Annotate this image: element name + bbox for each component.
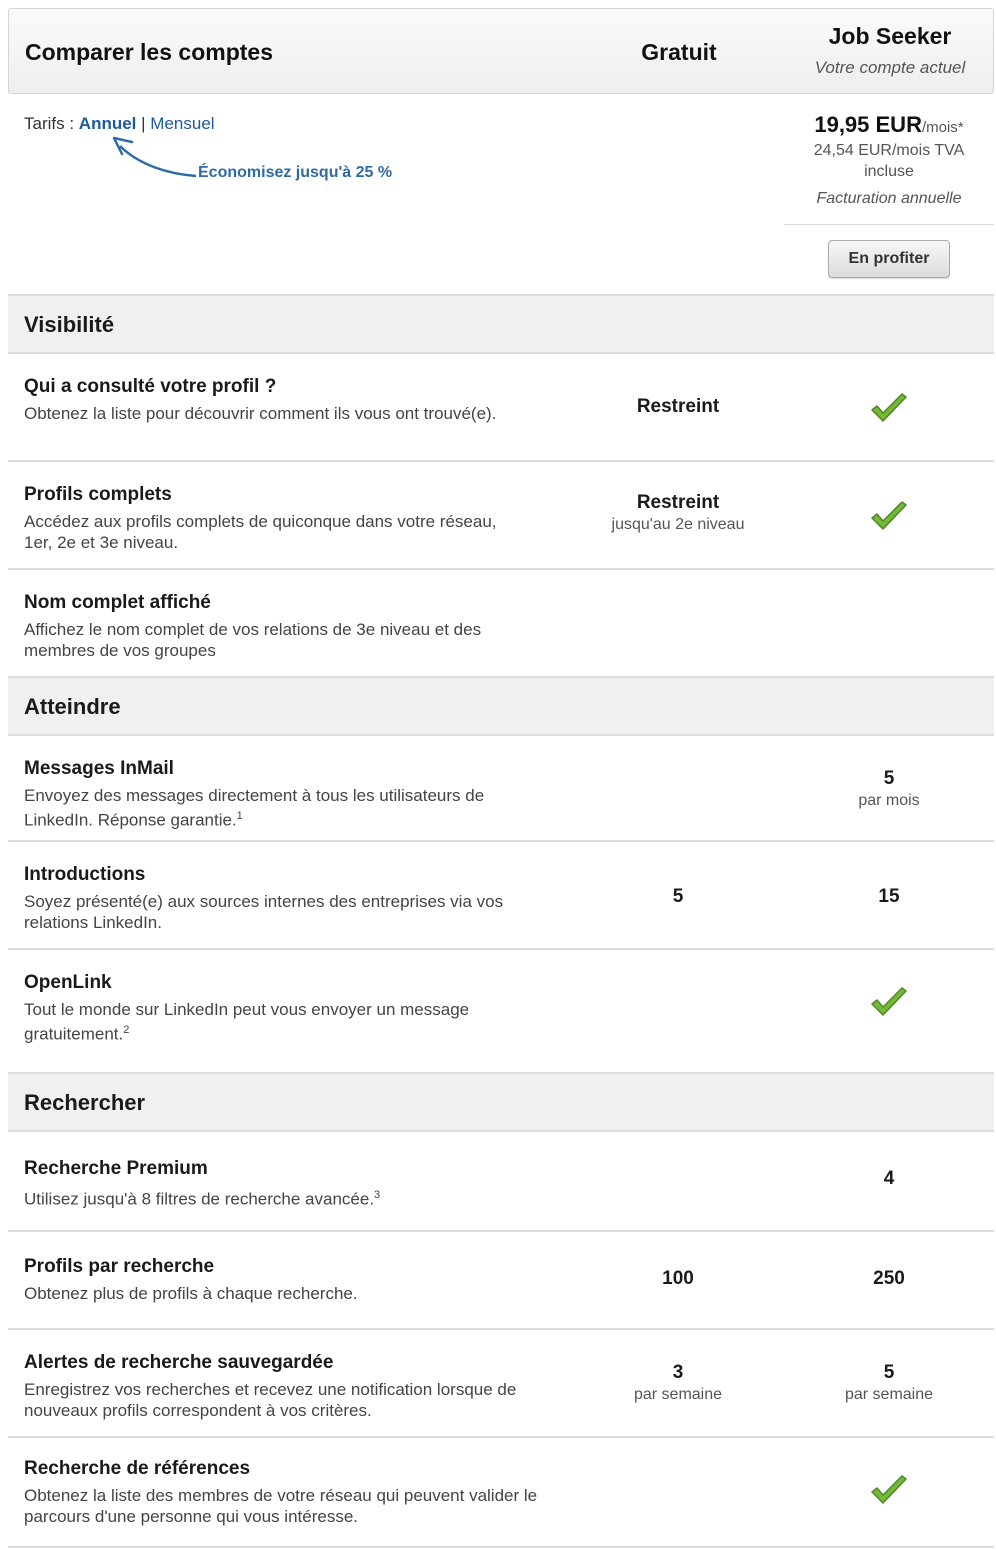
- feature-title: Introductions: [24, 864, 146, 885]
- feature-row: [8, 462, 994, 570]
- price-tva-line1: 24,54 EUR/mois TVA: [813, 142, 965, 159]
- feature-title: Alertes de recherche sauvegardée: [24, 1352, 334, 1373]
- feature-description: Soyez présenté(e) aux sources internes des entreprises via vos relations LinkedIn.: [24, 892, 504, 932]
- feature-description: Accédez aux profils complets de quiconque dans votre réseau, 1er, 2e et 3e niveau.: [24, 512, 497, 552]
- free-value: [568, 886, 788, 908]
- billing-period: Facturation annuelle: [816, 190, 962, 207]
- free-value-text: 100: [662, 1268, 694, 1289]
- price-tva-line2: incluse: [864, 163, 914, 180]
- premium-value-text: 5: [883, 1362, 895, 1383]
- savings-note: Économisez jusqu'à 25 %: [198, 164, 393, 181]
- feature-description: Enregistrez vos recherches et recevez une notification lorsque de nouveaux profils correspondent à vos critères.: [24, 1380, 517, 1420]
- section-reach: [8, 676, 994, 736]
- feature-description: [24, 785, 554, 831]
- free-value-unit: jusqu'au 2e niveau: [611, 516, 745, 533]
- premium-value-text: 4: [883, 1168, 895, 1189]
- free-value: [568, 1362, 788, 1404]
- feature-title: Messages InMail: [24, 758, 174, 779]
- comparison-header: [8, 8, 994, 94]
- page-title: Comparer les comptes: [25, 39, 273, 65]
- feature-row: [8, 1330, 994, 1438]
- free-value-unit: par semaine: [633, 1386, 723, 1403]
- billing-toggle: [24, 114, 215, 134]
- free-value: [568, 1268, 788, 1290]
- section-title: Rechercher: [24, 1090, 146, 1115]
- price-value: 19,95 EUR: [814, 112, 922, 137]
- feature-title: Profils par recherche: [24, 1256, 215, 1277]
- free-value-text: 3: [672, 1362, 684, 1383]
- feature-title: Recherche Premium: [24, 1158, 208, 1179]
- feature-row: [8, 842, 994, 950]
- premium-value: [784, 1362, 994, 1404]
- column-header-free: Gratuit: [641, 39, 717, 65]
- curved-arrow-icon: [110, 134, 200, 184]
- feature-description-text: Utilisez jusqu'à 8 filtres de recherche avancée.: [24, 1189, 375, 1209]
- pricing-area: [8, 94, 994, 294]
- current-plan-label: Votre compte actuel: [814, 58, 966, 77]
- feature-row: [8, 1132, 994, 1232]
- check-icon: [869, 500, 909, 534]
- free-value: [568, 396, 788, 418]
- section-visibility: [8, 294, 994, 354]
- premium-plan-name: Job Seeker: [828, 23, 952, 49]
- premium-value-text: 250: [873, 1268, 905, 1289]
- feature-description: Affichez le nom complet de vos relations de 3e niveau et des membres de vos groupes: [24, 620, 482, 660]
- price-period: /mois*: [921, 119, 964, 136]
- feature-row: [8, 354, 994, 462]
- billing-separator: |: [141, 114, 146, 133]
- free-value-text: Restreint: [636, 492, 720, 513]
- feature-title: Profils complets: [24, 484, 172, 505]
- premium-price: [784, 112, 994, 208]
- feature-row: [8, 736, 994, 842]
- premium-value: [784, 986, 994, 1025]
- upgrade-button[interactable]: En profiter: [828, 240, 950, 278]
- feature-row: [8, 1438, 994, 1546]
- check-icon: [869, 1474, 909, 1508]
- price-divider: [784, 224, 994, 225]
- premium-value: [784, 886, 994, 908]
- feature-description-text: Tout le monde sur LinkedIn peut vous envoyer un message gratuitement.: [24, 1000, 470, 1044]
- premium-value: [784, 392, 994, 431]
- feature-row: [8, 570, 994, 676]
- feature-description: [24, 999, 554, 1045]
- feature-title: Nom complet affiché: [24, 592, 211, 613]
- premium-value-text: 15: [878, 886, 900, 907]
- feature-description: Obtenez la liste des membres de votre réseau qui peuvent valider le parcours d'une personne qui vous intéresse.: [24, 1486, 538, 1526]
- section-title: Atteindre: [24, 694, 121, 719]
- premium-value-unit: par semaine: [844, 1386, 934, 1403]
- price-tva: [784, 140, 994, 182]
- monthly-link[interactable]: Mensuel: [150, 114, 215, 133]
- feature-title: Qui a consulté votre profil ?: [24, 376, 277, 397]
- feature-description: [24, 1185, 554, 1210]
- free-value-text: Restreint: [636, 396, 720, 417]
- footnote-ref: 3: [374, 1189, 381, 1201]
- premium-value: [784, 1168, 994, 1190]
- section-search: [8, 1072, 994, 1132]
- annual-link[interactable]: Annuel: [78, 114, 137, 133]
- section-title: Visibilité: [24, 312, 115, 337]
- premium-value-unit: par mois: [858, 792, 920, 809]
- premium-value: [784, 500, 994, 539]
- compare-accounts-panel: [8, 0, 994, 1550]
- free-value: [568, 492, 788, 534]
- check-icon: [869, 392, 909, 426]
- premium-value: [784, 768, 994, 810]
- price-amount: [784, 112, 994, 138]
- table-bottom-border: [8, 1546, 994, 1548]
- feature-row: [8, 1232, 994, 1330]
- feature-description: Obtenez plus de profils à chaque recherche.: [24, 1284, 358, 1303]
- premium-value: [784, 1268, 994, 1290]
- feature-row: [8, 950, 994, 1072]
- premium-value: [784, 1474, 994, 1513]
- column-header-premium: [785, 23, 995, 78]
- check-icon: [869, 986, 909, 1020]
- feature-description: Obtenez la liste pour découvrir comment ils vous ont trouvé(e).: [24, 404, 497, 423]
- footnote-ref: 1: [236, 810, 243, 822]
- premium-value-text: 5: [883, 768, 895, 789]
- feature-title: Recherche de références: [24, 1458, 251, 1479]
- tarifs-label: Tarifs :: [24, 114, 75, 133]
- feature-title: OpenLink: [24, 972, 112, 993]
- footnote-ref: 2: [123, 1024, 130, 1036]
- free-value-text: 5: [672, 886, 684, 907]
- feature-description-text: Envoyez des messages directement à tous les utilisateurs de LinkedIn. Réponse garantie.: [24, 786, 485, 830]
